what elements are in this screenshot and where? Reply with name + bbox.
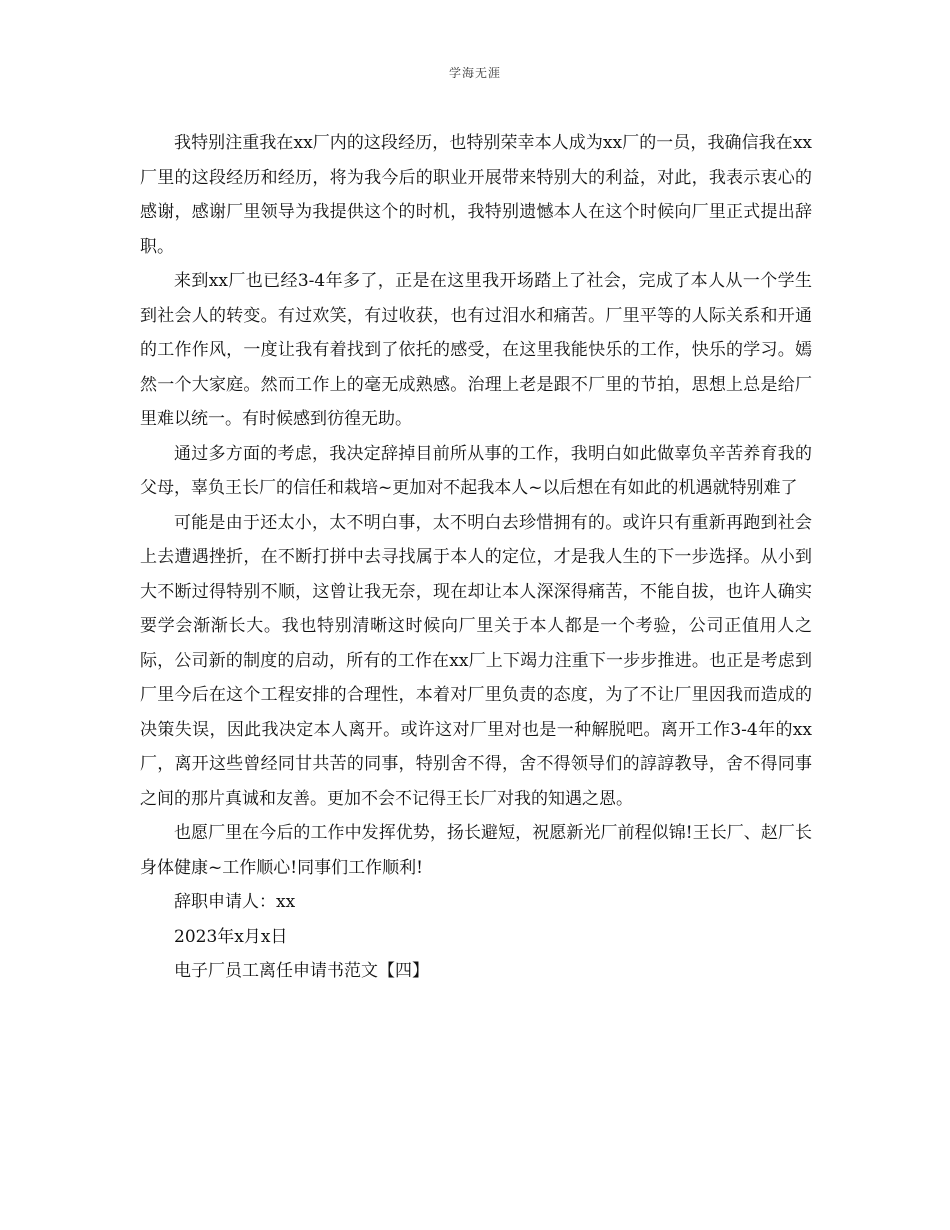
paragraph-5: 也愿厂里在今后的工作中发挥优势，扬长避短，祝愿新光厂前程似锦!王长厂、赵厂长身体健康~工作顺心!同事们工作顺利!	[140, 823, 812, 878]
paragraph-3: 通过多方面的考虑，我决定辞掉目前所从事的工作，我明白如此做辜负辛苦养育我的父母，辜负王长厂的信任和栽培~更加对不起我本人~以后想在有如此的机遇就特别难了	[140, 443, 812, 498]
signature-line: 辞职申请人：xx	[174, 892, 296, 912]
next-section-title: 电子厂员工离任申请书范文【四】	[174, 961, 429, 981]
date-line: 2023年x月x日	[174, 926, 288, 947]
page-header: 学海无涯	[448, 66, 501, 80]
paragraph-1: 我特别注重我在xx厂内的这段经历，也特别荣幸本人成为xx厂的一员，我确信我在xx厂里的这段经历和经历，将为我今后的职业开展带来特别大的利益，对此，我表示衷心的感谢，感谢厂里领导为我提供这个的时机，我特别遗憾本人在这个时候向厂里正式提出辞职。	[140, 133, 812, 257]
document-body	[140, 126, 812, 989]
paragraph-4: 可能是由于还太小，太不明白事，太不明白去珍惜拥有的。或许只有重新再跑到社会上去遭遇挫折，在不断打拼中去寻找属于本人的定位，才是我人生的下一步选择。从小到大不断过得特别不顺，这曾让我无奈，现在却让本人深深得痛苦，不能自拔，也许人确实要学会渐渐长大。我也特别清晰这时候向厂里关于本人都是一个考验，公司正值用人之际，公司新的制度的启动，所有的工作在xx厂上下竭力注重下一步步推进。也正是考虑到厂里今后在这个工程安排的合理性，本着对厂里负责的态度，为了不让厂里因我而造成的决策失误，因此我决定本人离开。或许这对厂里对也是一种解脱吧。离开工作3-4年的xx厂，离开这些曾经同甘共苦的同事，特别舍不得，舍不得领导们的諄諄教导，舍不得同事之间的那片真诚和友善。更加不会不记得王长厂对我的知遇之恩。	[140, 512, 812, 809]
paragraph-2: 来到xx厂也已经3-4年多了，正是在这里我开场踏上了社会，完成了本人从一个学生到社会人的转变。有过欢笑，有过收获，也有过泪水和痛苦。厂里平等的人际关系和开通的工作作风，一度让我有着找到了依托的感受，在这里我能快乐的工作，快乐的学习。嫣然一个大家庭。然而工作上的毫无成熟感。治理上老是跟不厂里的节拍，思想上总是给厂里难以统一。有时候感到彷徨无助。	[140, 271, 812, 429]
